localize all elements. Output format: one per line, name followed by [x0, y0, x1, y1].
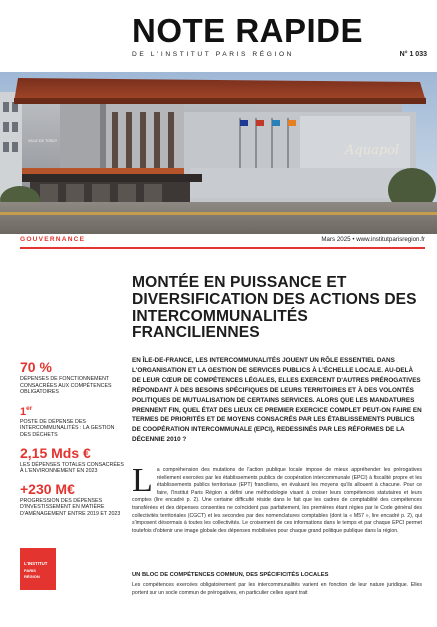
body-paragraph: a compréhension des mutations de l'action publique locale impose de mieux appréhender les prérogatives réellement exercées par les établissements publics de coopération intercommunale (EPCI) à fiscalité propre et les établissements publics territoriaux (EPT) franciliens, en évaluant les moyens qu'ils allouent à chacune. Pour ce faire, l'Institut Paris Région a défini une méthodologie visant à croiser leurs compétences statutaires et leurs comptes (lire encadré p. 2). Une certaine difficulté réside dans le fait que les cadres de comptabilité des compétences transférées et des dépenses consenties ne coïncident pas parfaitement, les premières étant régies par le Code général des collectivités territoriales (CGCT) et les secondes par des nomenclatures comptables (dont la « M57 », lire encadré p. 2), qui s'imposent désormais à toutes les collectivités. Le croisement de ces informations dans le temps et par chaque EPCI permet toutefois d'obtenir une image globale des dépenses mobilisées pour chaque grand politique publique dans la région. [132, 467, 422, 534]
category-label: GOUVERNANCE [20, 236, 86, 243]
logo-line-2: PARIS [24, 568, 36, 573]
key-figure [20, 403, 125, 439]
article-title: MONTÉE EN PUISSANCE ET DIVERSIFICATION DES ACTIONS DES INTERCOMMUNALITÉS FRANCILIENNES [132, 274, 417, 342]
key-figure-desc: LES DÉPENSES TOTALES CONSACRÉES À L'ENVIRONNEMENT EN 2023 [20, 461, 124, 475]
aquapol-building-photo [0, 72, 437, 234]
key-figure [20, 446, 125, 475]
cover-photo [0, 72, 437, 234]
red-divider [20, 247, 425, 249]
key-figure [20, 360, 125, 396]
institut-logo [20, 548, 56, 590]
category-row [0, 236, 437, 246]
town-sign: VILLE DE TORCY [28, 139, 58, 143]
issue-number: N° 1 033 [399, 51, 427, 58]
key-figure-value: +230 M€ [20, 480, 75, 497]
section-paragraph: Les compétences exercées obligatoirement par les intercommunalités varient en fonction de leur nature juridique. Elles portent sur un socle commun de prérogatives, en particulier celles ayant trait [132, 582, 422, 596]
key-figure-number: 1 [20, 405, 27, 418]
body-intro [132, 462, 422, 535]
key-figure-desc: PROGRESSION DES DÉPENSES D'INVESTISSEMENT EN MATIÈRE D'AMÉNAGEMENT ENTRE 2019 ET 2023 [20, 497, 121, 517]
key-figures [20, 360, 125, 525]
drop-cap: L [132, 462, 153, 499]
key-figure-desc: POSTE DE DÉPENSE DES INTERCOMMUNALITÉS : LA GESTION DES DÉCHETS [20, 418, 115, 438]
key-figure-suffix: er [26, 404, 33, 412]
masthead-subtitle-row [132, 51, 427, 58]
date-line: Mars 2025 • www.institutparisregion.fr [321, 236, 425, 243]
masthead-subtitle: DE L'INSTITUT PARIS RÉGION [132, 51, 295, 58]
key-figure-value [20, 403, 125, 418]
key-figure [20, 482, 125, 518]
article-lead: EN ÎLE-DE-FRANCE, LES INTERCOMMUNALITÉS JOUENT UN RÔLE ESSENTIEL DANS L'ORGANISATION ET LA GESTION DE SERVICES PUBLICS À L'ÉCHELLE LOCALE. AU-DELÀ DE LEUR CŒUR DE COMPÉTENCES LÉGALES, ELLES EXERCENT D'AUTRES PRÉROGATIVES RÉPONDANT À DES BESOINS SPÉCIFIQUES DE LEURS TERRITOIRES ET À DES VOLONTÉS POLITIQUES DE MUTUALISATION DE CERTAINS SERVICES. ALORS QUE LES MANDATURES PRENNENT FIN, QUEL ÉTAT DES LIEUX CE PREMIER EXERCICE COMPLET PEUT-ON FAIRE EN TERMES DE PRIORITÉS ET DE MOYENS CONSACRÉS PAR LES ÉTABLISSEMENTS PUBLICS DE COOPÉRATION INTERCOMMUNALE (EPCI), REDESSINÉS PAR LES RÉFORMES DE LA DÉCENNIE 2010 ? [132, 357, 422, 444]
masthead [132, 14, 427, 58]
key-figure-value: 2,15 Mds € [20, 444, 91, 461]
aquapol-sign: Aquapol [345, 143, 400, 158]
logo-line-3: RÉGION [24, 574, 40, 579]
key-figure-value: 70 % [20, 359, 52, 375]
masthead-title: NOTE RAPIDE [132, 12, 364, 49]
section-heading: UN BLOC DE COMPÉTENCES COMMUN, DES SPÉCIFICITÉS LOCALES [132, 572, 329, 578]
logo-line-1: L'INSTITUT [24, 561, 48, 566]
key-figure-desc: DÉPENSES DE FONCTIONNEMENT CONSACRÉES AUX COMPÉTENCES OBLIGATOIRES [20, 376, 112, 396]
